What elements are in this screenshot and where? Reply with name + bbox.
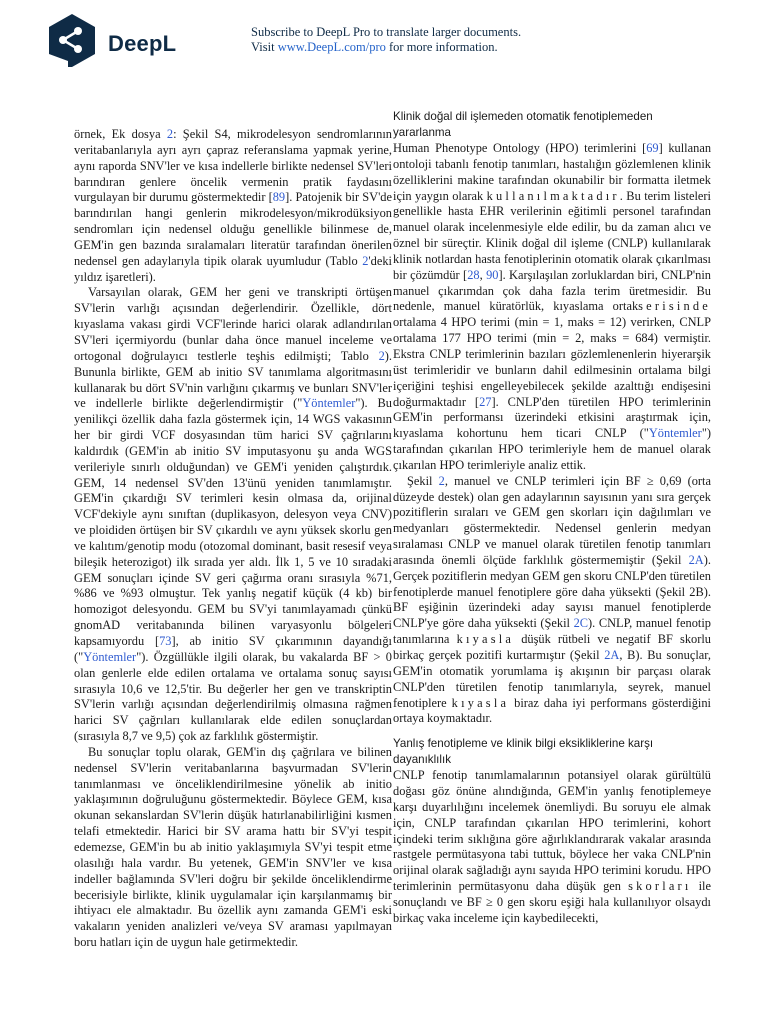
promo-banner xyxy=(251,25,521,55)
left-paragraph-3: Bu sonuçlar toplu olarak, GEM'in dış çağrılara ve bilinen nedensel SV'lerin veritabanlarına başvurmadan SV'lerin tanımlanması ve önceliklendirilmesine yönelik ab initio yaklaşımının doğruluğunu göstermektedir. Böylece GEM, kısa okunan sekanslardan SV'lerin düşük hatırlanabilirliğini kısmen telafi etmektedir. Harici bir SV arama hattı bir SV'yi tespit edemezse, GEM'in bu ab initio yaklaşımıyla SV'yi tespit etme olasılığı hala vardır. Bu yetenek, GEM'in SNV'ler ve kısa indeller bağlamında SV'leri doğru bir şekilde önceliklendirme becerisiyle birlikte, klinik uygulamalar için karşılanmamış bir ihtiyacı ele almaktadır. Bu özellik aynı zamanda GEM'i eski vakaların yeniden analizleri ve/veya SV araması yapılmayan boru hatları için de uygun hale getirmektedir. xyxy=(74,744,392,950)
reference-link[interactable]: Yöntemler xyxy=(302,396,356,411)
section-heading-robustness: Yanlış fenotipleme ve klinik bilgi eksikliklerine karşı dayanıklılık xyxy=(393,737,654,766)
left-paragraph-2: Varsayılan olarak, GEM her geni ve transkripti örtüşen SV'lerin varlığı açısından değerlendirir. Özellikle, dört kıyaslama vakası girdi VCF'lerinde harici olarak adlandırılan SV'leri içermiyordu (bunlar daha önce manuel inceleme ve ortogonal doğrulayıcı testlerle teşhis edilmişti; Tablo 2). Bununla birlikte, GEM ab initio SV tanımlama algoritmasını kullanarak bu dört SV'nin varlığını çıkarmış ve bunları SNV'ler ve indellerle birlikte değerlendirmiştir ("Yöntemler"). Bu yenilikçi özellik daha fazla göstermek için, 14 WGS vakasının her bir girdi VCF dosyasından tüm harici SV çağrılarını kaldırdık (GEM'in ab initio SV imputasyonu şu anda WGS verileriyle sınırlı olduğundan) ve GEM'i yeniden çalıştırdık. GEM, 14 nedensel SV'den 13'ünü yeniden tanımlamıştır. GEM'in çıkardığı SV terimleri kesin olmasa da, orijinal VCF'dekiyle aynı sınıftan (duplikasyon, delesyon veya CNV) ve ploididen örtüşen bir SV çıkardılı ve aynı yüksek skorlu gen ve kalıtım/genotip modu (otozomal dominant, basit resesif veya bileşik heterozigot) ilk sırada yer aldı. İlk 1, 5 ve 10 sıradaki GEM sonuçları içinde SV geri çağırma oranı sırasıyla %71, %86 ve %93 olmuştur. Tek yanlış negatif küçük (4 kb) bir homozigot delesyondu. GEM bu SV'yi tanımlayamadı çünkü gnomAD veritabanında bilinen varyasyonlu bölgeleri kapsamıyordu [73], ab initio SV çıkarımının dayandığı ("Yöntemler"). Özgüllükle ilgili olarak, bu vakalarda BF > 0 olan genlerle elde edilen ortalama ve ortalama sonuç sayısı sırasıyla 10,6 ve 12,5'tir. Bu değerler her gen ve transkriptin SV'lerin varlığı açısından değerlendirilmiş olmasına rağmen harici SV çağrıları kullanılarak elde edilen sonuçlardan (sırasıyla 8,7 ve 9,5) çok az farklılık göstermiştir. xyxy=(74,285,392,744)
spaced-word: kıyasla xyxy=(451,695,510,710)
deepl-pro-link[interactable]: www.DeepL.com/pro xyxy=(277,40,386,54)
reference-link[interactable]: 2C xyxy=(573,616,589,631)
promo-suffix-text: for more information. xyxy=(385,40,498,54)
right-paragraph-2: Şekil 2, manuel ve CNLP terimleri için BF ≥ 0,69 (orta düzeyde destek) olan gen adaylarının sayısının yanı sıra gerçek pozitiflerin sıraları ve GEM gen skorları için dağılımları ve medyanları göstermektedir. Nedensel genlerin medyan sıralaması CNLP ve manuel olarak türetilen fenotip tanımları arasında önemli ölçüde farklılık göstermemiştir (Şekil 2A). Gerçek pozitiflerin medyan GEM gen skoru CNLP'den türetilen fenotiplerde manuel fenotiplere göre daha yüksekti (Şekil 2B). BF eşiğinin üzerindeki aday sayısı manuel fenotiplerde CNLP'ye göre daha yüksekti (Şekil 2C). CNLP, manuel fenotip tanımlarına kıyasla düşük rütbeli ve negatif BF skorlu birkaç gerçek pozitifi kurtarmıştır (Şekil 2A, B). Bu sonuçlar, GEM'in otomatik yorumlama iş akışının bir parçası olarak CNLP'den türetilen fenotip tanımlarıyla, seyrek, manuel fenotiplere kıyasla biraz daha iyi performans gösterdiğini ortaya koymaktadır. xyxy=(393,473,712,726)
right-paragraph-3: CNLP fenotip tanımlamalarının potansiyel olarak gürültülü doğası göz önüne alındığında, GEM'in yanlış fenotiplemeye karşı duyarlılığını incelemek önemliydi. Bu soruyu ele almak için, CNLP tarafından çıkarılan HPO terimlerini, kohort içindeki terim sıklığına göre ağırlıklandırarak vakalar arasında rastgele permütasyona tabi tuttuk, böylece her vaka CNLP'nin orijinal olarak sağladığı aynı sayıda HPO terimini korudu. HPO terimlerinin permütasyonu daha düşük gen skorları ile sonuçlandı ve BF ≥ 0 gen skoru eşiği hala kullanılıyor olsaydı birkaç vaka inceleme için kaybedilecekti, xyxy=(393,768,711,925)
section-heading-automatic-phenotyping: Klinik doğal dil işlemeden otomatik fenotiplemeden yararlanma xyxy=(393,110,653,139)
deepl-logo xyxy=(46,12,176,75)
reference-link[interactable]: 2A xyxy=(604,648,620,662)
reference-link[interactable]: 2A xyxy=(688,552,704,567)
right-column xyxy=(393,109,711,927)
reference-link[interactable]: 2 xyxy=(166,127,174,141)
deepl-wordmark: DeepL xyxy=(108,30,177,56)
reference-link[interactable]: Yöntemler xyxy=(648,426,702,441)
reference-link[interactable]: 27 xyxy=(479,394,492,409)
left-paragraph-1: örnek, Ek dosya 2: Şekil S4, mikrodelesyon sendromlarının veritabanlarıyla ayrı ayrı çapraz referanslama yapmak yerine, aynı raporda SNV'ler ve kısa indellerle birlikte nedensel SV'leri barındıran genlere öncelik vermenin pratik faydasını vurgulayan bir durumu göstermektedir [89]. Patojenik bir SV'de barındırılan hangi genlerin mikrodelesyon/mikrodüksiyon sendromları için nedensel olduğu genellikle bilinmese de, GEM'in gen bazında sıralamaları literatür tarafından önerilen nedensel gen adaylarıyla tipik olarak uyumludur (Tablo 2'deki yıldız işaretleri). xyxy=(74,127,392,284)
reference-link[interactable]: Yöntemler xyxy=(83,649,137,664)
deepl-logo-icon xyxy=(46,12,98,75)
reference-link[interactable]: 2 xyxy=(438,473,445,488)
promo-line-2 xyxy=(251,40,521,55)
reference-link[interactable]: 89 xyxy=(272,190,286,205)
left-column xyxy=(74,127,392,951)
reference-link[interactable]: 28 xyxy=(467,267,480,282)
reference-link[interactable]: 90 xyxy=(486,267,499,282)
reference-link[interactable]: 73 xyxy=(159,634,172,648)
spaced-word: kullanılmaktadır xyxy=(486,188,620,203)
promo-visit-text: Visit xyxy=(251,40,278,54)
reference-link[interactable]: 2 xyxy=(378,348,385,363)
spaced-word: skorları xyxy=(628,879,692,894)
spaced-word: kıyasla xyxy=(456,632,515,647)
promo-line-1: Subscribe to DeepL Pro to translate larger documents. xyxy=(251,25,522,39)
reference-link[interactable]: 2 xyxy=(362,253,369,268)
reference-link[interactable]: 69 xyxy=(646,141,659,155)
spaced-word: serisinde xyxy=(638,299,711,314)
right-paragraph-1: Human Phenotype Ontology (HPO) terimlerini [69] kullanan ontoloji tabanlı fenotip tanımları, hastalığın gözlemlenen klinik özelliklerini makine tarafından okunabilir bir formatta iletmek için yaygın olarak kullanılmaktadır. Bu terim listeleri genellikle hasta EHR verilerinin eğitimli personel tarafından manuel olarak incelenmesiyle elde edilir, bu da zaman alıcı ve öznel bir süreçtir. Klinik doğal dil işleme (CNLP) kullanılarak klinik notlardan hasta fenotiplerinin otomatik olarak çıkarılması bir çözümdür [28, 90]. Karşılaşılan zorluklardan biri, CNLP'nin manuel çıkarımdan çok daha fazla terim üretmesidir. Bu nedenle, manuel küratörlük, kıyaslama ortakserisinde ortalama 4 HPO terimi (min = 1, maks = 12) verirken, CNLP ortalama 177 HPO terimi (min = 2, maks = 684) vermiştir. Ekstra CNLP terimlerinin bazıları gözlemlenenlerin hiyerarşik üst terimleridir ve bunların dahil edilmesinin ortalama bilgi içeriğini teşhisi engelleyebilecek şekilde azalttığı endişesini doğurmaktadır [27]. CNLP'den türetilen HPO terimlerinin GEM'in performansı üzerindeki etkisini araştırmak için, kıyaslama kohortunu hem ticari CNLP ("Yöntemler") tarafından çıkarılan HPO terimleriyle hem de manuel olarak çıkarılan HPO terimleriyle analiz ettik. xyxy=(393,141,712,472)
